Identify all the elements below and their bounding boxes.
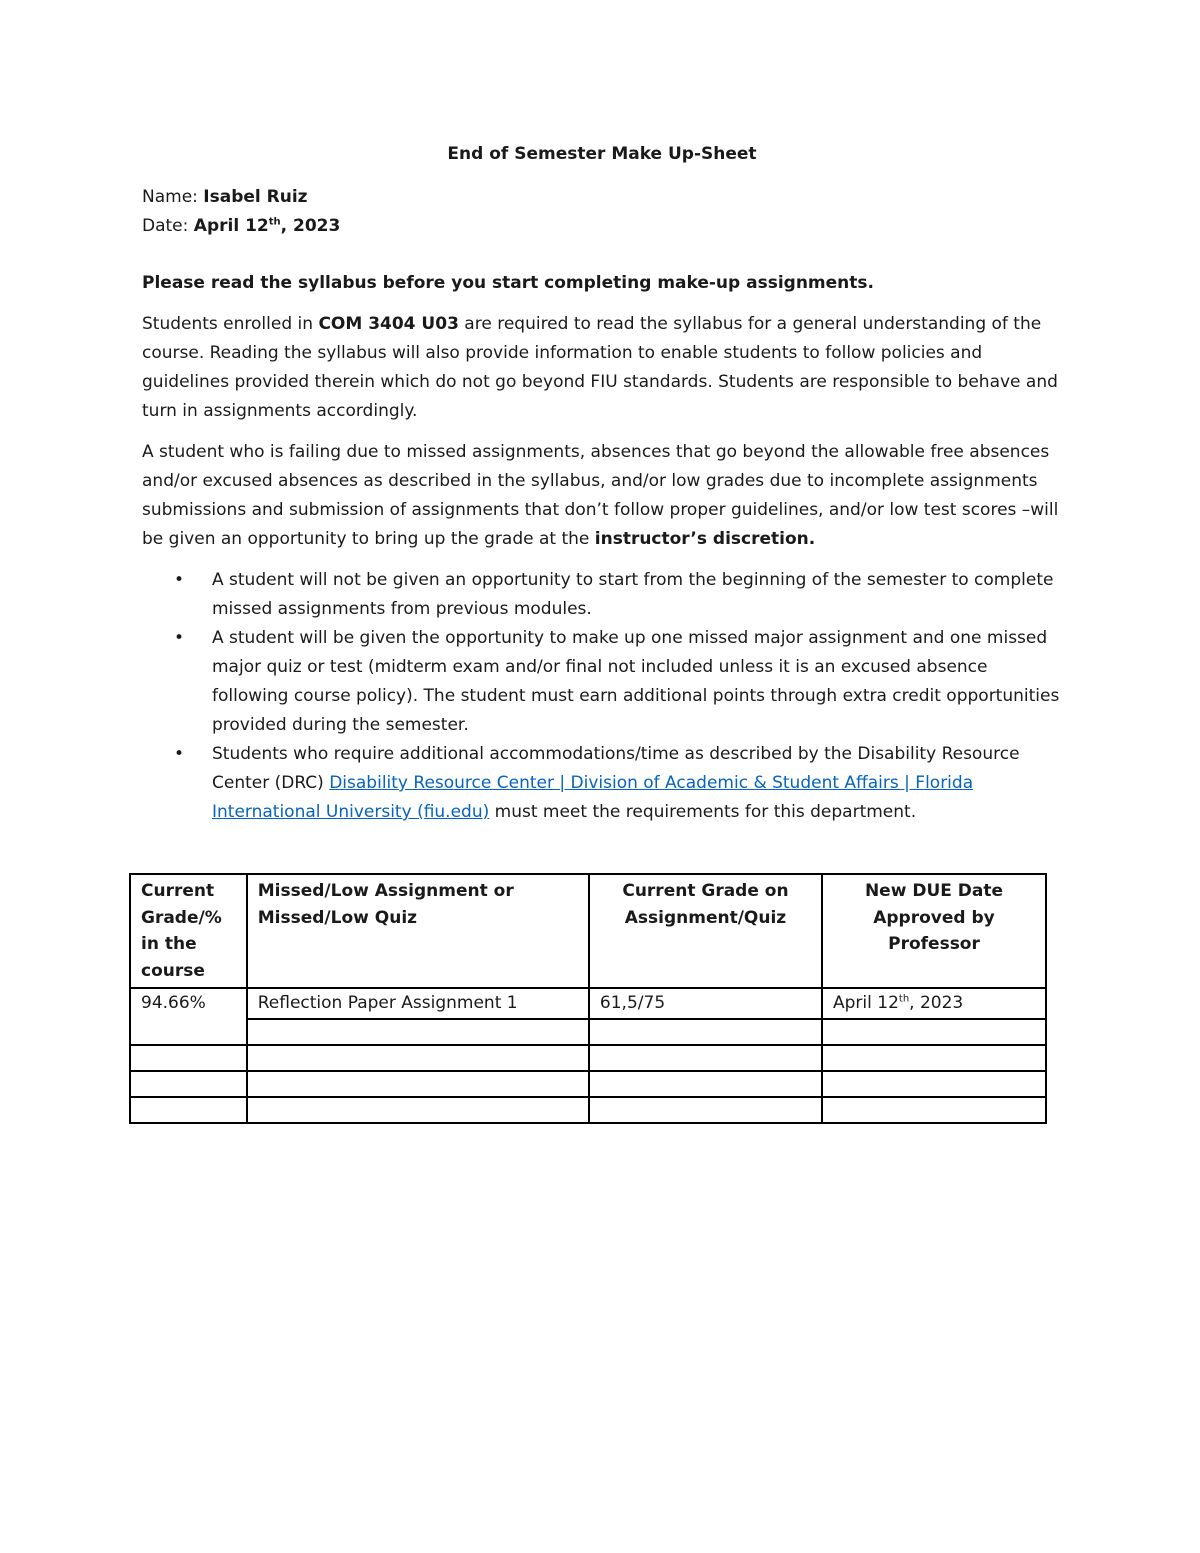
policy-bullet-list (142, 566, 1062, 827)
cell-assignment: Reflection Paper Assignment 1 (247, 988, 589, 1019)
bullet-text-end: must meet the requirements for this department. (489, 802, 917, 822)
bullet-text: A student will be given the opportunity to make up one missed major assignment and one missed major quiz or test (midterm exam and/or final not included unless it is an excused absence following course policy). The student must earn additional points through extra credit opportunities provided during the semester. (212, 628, 1060, 735)
enrollment-text-end: are required to read the syllabus for a general understanding of the course. Reading the syllabus will also provide information to enable students to follow policies and guidelines provided therein which do not go beyond FIU standards. Students are responsible to behave and turn in assignments accordingly. (142, 314, 1058, 421)
cell-grade: 94.66% (130, 988, 247, 1045)
due-date-year: , 2023 (909, 993, 964, 1013)
list-item (142, 624, 1062, 740)
empty-cell (822, 1019, 1046, 1045)
failing-policy-paragraph (142, 438, 1062, 554)
bullet-text-start: Students who require additional accommodations/time as described by the Disability Resource Center (DRC) (212, 744, 1020, 793)
name-label: Name: (142, 187, 198, 207)
due-date-main: April 12 (833, 993, 899, 1013)
empty-cell (822, 1045, 1046, 1071)
name-value: Isabel Ruiz (203, 187, 308, 207)
bullet-icon: • (174, 570, 185, 590)
empty-cell (247, 1045, 589, 1071)
empty-cell (589, 1097, 822, 1123)
empty-cell (130, 1097, 247, 1123)
enrollment-text-start: Students enrolled in (142, 314, 319, 334)
list-item (142, 566, 1062, 624)
empty-cell (822, 1097, 1046, 1123)
list-item (142, 740, 1062, 827)
empty-cell (247, 1097, 589, 1123)
table-header-row (130, 874, 1046, 988)
bullet-text: A student will not be given an opportunity to start from the beginning of the semester to complete missed assignments from previous modules. (212, 570, 1054, 619)
due-date-ordinal: th (898, 993, 910, 1005)
table-row (130, 1097, 1046, 1123)
empty-cell (130, 1045, 247, 1071)
table-row (130, 1019, 1046, 1045)
header-current-grade-assignment: Current Grade on Assignment/Quiz (589, 874, 822, 988)
cell-current: 61,5/75 (589, 988, 822, 1019)
table-row (130, 1071, 1046, 1097)
empty-cell (247, 1019, 589, 1045)
bullet-icon: • (174, 628, 185, 648)
table-row (130, 988, 1046, 1019)
date-value (194, 216, 341, 236)
instructor-discretion: instructor’s discretion. (594, 529, 816, 549)
enrollment-paragraph (142, 310, 1062, 426)
syllabus-notice: Please read the syllabus before you start completing make-up assignments. (142, 273, 874, 293)
header-missed-assignment: Missed/Low Assignment or Missed/Low Quiz (247, 874, 589, 988)
empty-cell (247, 1071, 589, 1097)
date-label: Date: (142, 216, 189, 236)
header-new-due-date: New DUE Date Approved by Professor (822, 874, 1046, 988)
document-body (142, 140, 1062, 827)
date-value-ordinal: th (268, 216, 281, 228)
date-line (142, 212, 1062, 241)
bullet-icon: • (174, 744, 185, 764)
document-title: End of Semester Make Up-Sheet (447, 144, 757, 164)
name-line (142, 183, 1062, 212)
empty-cell (822, 1071, 1046, 1097)
empty-cell (589, 1019, 822, 1045)
failing-policy-text: A student who is failing due to missed assignments, absences that go beyond the allowable free absences and/or excused absences as described in the syllabus, and/or low grades due to incomplete assignments submissions and submission of assignments that don’t follow proper guidelines, and/or low test scores –will be given an opportunity to bring up the grade at the (142, 442, 1059, 549)
date-value-main: April 12 (193, 216, 269, 236)
empty-cell (589, 1071, 822, 1097)
date-value-year: , 2023 (280, 216, 341, 236)
makeup-table (129, 873, 1047, 1124)
cell-due-date (822, 988, 1046, 1019)
table-row (130, 1045, 1046, 1071)
course-code: COM 3404 U03 (318, 314, 459, 334)
empty-cell (130, 1071, 247, 1097)
header-current-grade: Current Grade/% in the course (130, 874, 247, 988)
empty-cell (589, 1045, 822, 1071)
drc-link[interactable]: Disability Resource Center | Division of Academic & Student Affairs | Florida International University (fiu.edu) (212, 773, 974, 822)
